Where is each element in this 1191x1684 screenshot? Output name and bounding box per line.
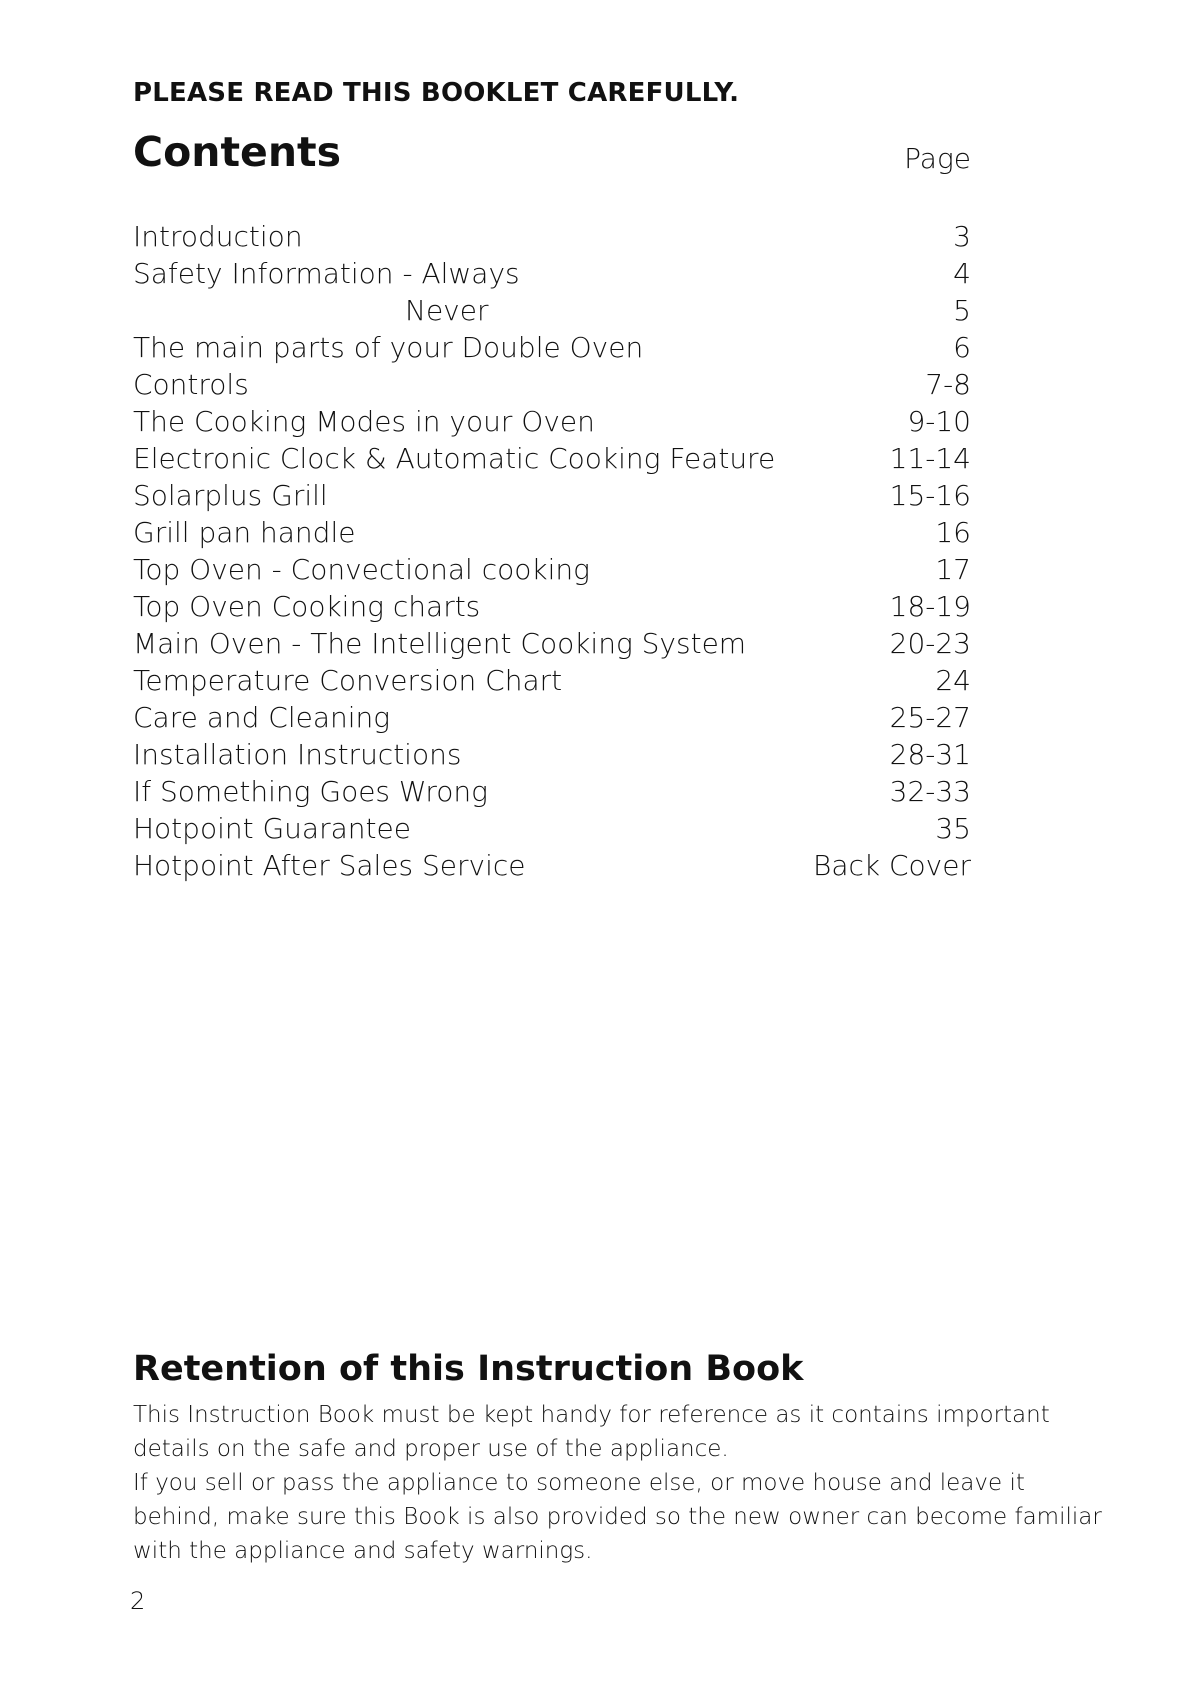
page-number: 2 xyxy=(130,1587,146,1615)
toc-entry-page: 16 xyxy=(935,516,971,549)
retention-paragraph: This Instruction Book must be kept handy for reference as it contains important details on the safe and proper use of the appliance. xyxy=(133,1402,1050,1462)
toc-entry-title: Never xyxy=(405,294,489,327)
page-column-label: Page xyxy=(904,142,971,175)
toc-entry-title: Care and Cleaning xyxy=(133,701,391,734)
toc-entry-care-cleaning xyxy=(133,699,971,736)
toc-entry-solarplus-grill xyxy=(133,477,971,514)
contents-header xyxy=(133,128,971,188)
toc-entry-electronic-clock xyxy=(133,440,971,477)
toc-entry-title: Installation Instructions xyxy=(133,738,462,771)
toc-entry-page: 32-33 xyxy=(889,775,971,808)
toc-entry-page: 18-19 xyxy=(889,590,971,623)
toc-entry-safety-always xyxy=(133,255,971,292)
toc-entry-safety-never xyxy=(133,292,971,329)
toc-entry-title: Solarplus Grill xyxy=(133,479,328,512)
toc-entry-page: 25-27 xyxy=(889,701,971,734)
toc-entry-controls xyxy=(133,366,971,403)
toc-entry-title: Grill pan handle xyxy=(133,516,356,549)
toc-entry-page: 7-8 xyxy=(925,368,971,401)
toc-entry-top-oven-convectional xyxy=(133,551,971,588)
toc-entry-title: Introduction xyxy=(133,220,303,253)
toc-entry-page: 24 xyxy=(935,664,971,697)
toc-entry-title: Temperature Conversion Chart xyxy=(133,664,563,697)
read-notice: PLEASE READ THIS BOOKLET CAREFULLY. xyxy=(133,78,740,108)
toc-entry-page: 5 xyxy=(953,294,971,327)
toc-entry-page: 20-23 xyxy=(889,627,971,660)
toc-entry-page: 3 xyxy=(953,220,971,253)
toc-entry-title: Hotpoint After Sales Service xyxy=(133,849,526,882)
toc-entry-page: 17 xyxy=(935,553,971,586)
toc-entry-guarantee xyxy=(133,810,971,847)
toc-entry-after-sales xyxy=(133,847,971,884)
toc-entry-introduction xyxy=(133,218,971,255)
retention-paragraph: If you sell or pass the appliance to someone else, or move house and leave it behind, make sure this Book is also provided so the new owner can become familiar with the appliance and safety warnings. xyxy=(133,1470,1102,1564)
toc-entry-grill-pan-handle xyxy=(133,514,971,551)
toc-entry-title: Electronic Clock & Automatic Cooking Feature xyxy=(133,442,776,475)
toc-entry-page: 4 xyxy=(953,257,971,290)
toc-entry-title: Main Oven - The Intelligent Cooking System xyxy=(133,627,747,660)
toc-entry-title: Top Oven Cooking charts xyxy=(133,590,481,623)
table-of-contents xyxy=(133,218,971,884)
toc-entry-title: The Cooking Modes in your Oven xyxy=(133,405,595,438)
toc-entry-top-oven-charts xyxy=(133,588,971,625)
toc-entry-temperature-chart xyxy=(133,662,971,699)
toc-entry-something-wrong xyxy=(133,773,971,810)
contents-title: Contents xyxy=(133,128,342,176)
toc-entry-page: 9-10 xyxy=(907,405,971,438)
toc-entry-installation xyxy=(133,736,971,773)
toc-entry-page: 11-14 xyxy=(889,442,971,475)
toc-entry-page: 35 xyxy=(935,812,971,845)
retention-heading: Retention of this Instruction Book xyxy=(133,1349,804,1389)
toc-entry-page: Back Cover xyxy=(813,849,971,882)
toc-entry-title: Top Oven - Convectional cooking xyxy=(133,553,590,586)
retention-section xyxy=(133,1348,1103,1568)
toc-entry-page: 28-31 xyxy=(889,738,971,771)
toc-entry-title: Hotpoint Guarantee xyxy=(133,812,411,845)
toc-entry-main-parts xyxy=(133,329,971,366)
toc-entry-title: If Something Goes Wrong xyxy=(133,775,488,808)
toc-entry-main-oven xyxy=(133,625,971,662)
toc-entry-page: 15-16 xyxy=(889,479,971,512)
toc-entry-title: The main parts of your Double Oven xyxy=(133,331,644,364)
toc-entry-cooking-modes xyxy=(133,403,971,440)
toc-entry-title: Controls xyxy=(133,368,249,401)
toc-entry-page: 6 xyxy=(953,331,971,364)
toc-entry-title: Safety Information - Always xyxy=(133,257,520,290)
